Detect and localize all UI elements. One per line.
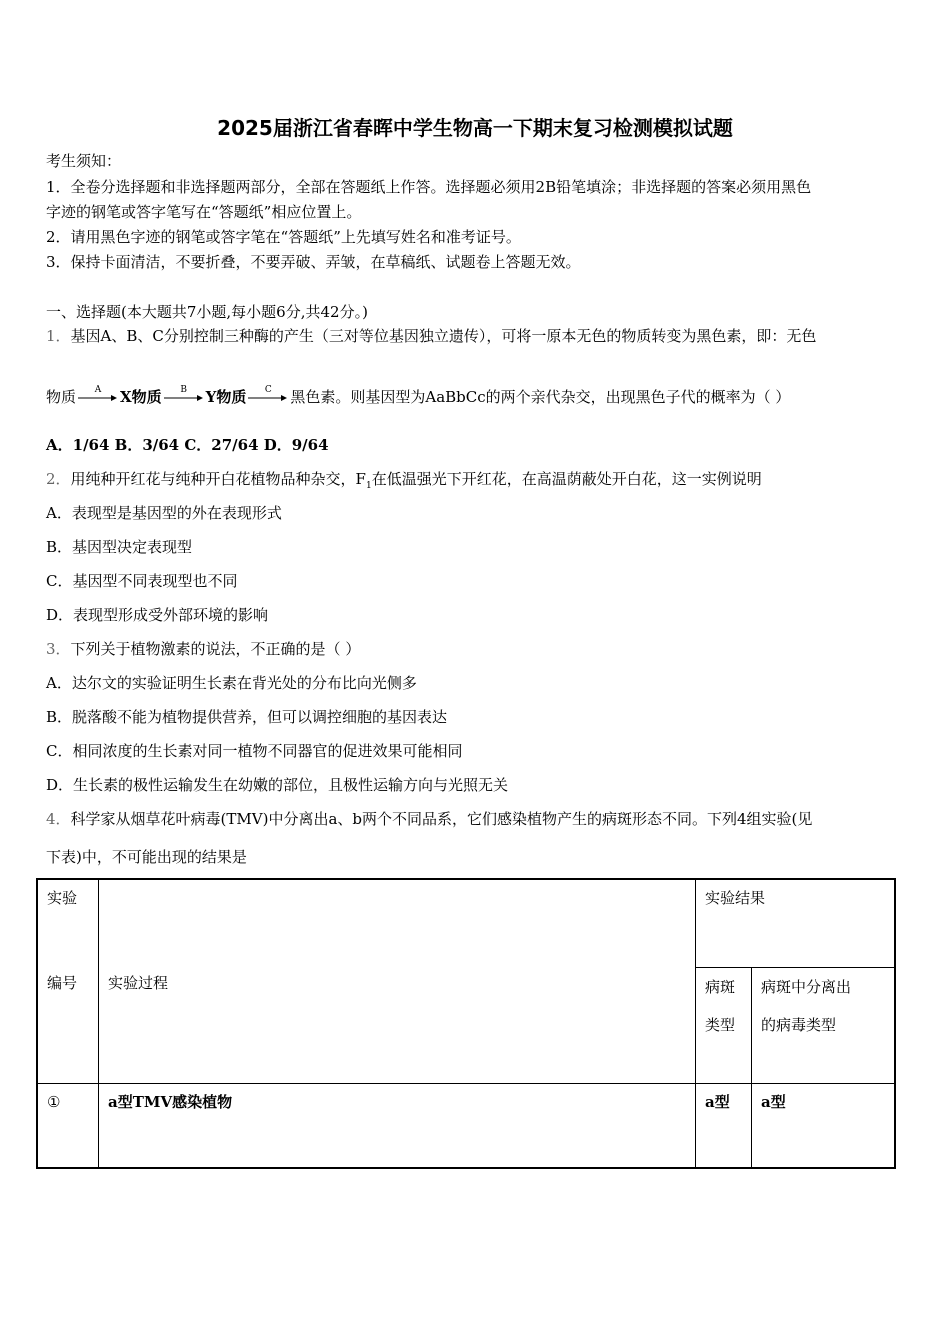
option-b: B．脱落酸不能为植物提供营养，但可以调控细胞的基因表达 bbox=[46, 708, 448, 726]
question-text: 在低温强光下开红花，在高温荫蔽处开白花，这一实例说明 bbox=[371, 470, 762, 488]
header-cell-process bbox=[99, 879, 696, 1084]
question-number: 2． bbox=[46, 470, 71, 488]
arrow-icon bbox=[248, 385, 288, 408]
option-b: B．基因型决定表现型 bbox=[46, 538, 193, 556]
question-number: 4． bbox=[46, 810, 71, 828]
notice-item: 3．保持卡面清洁，不要折叠，不要弄破、弄皱，在草稿纸、试题卷上答题无效。 bbox=[46, 253, 581, 271]
question-4-stem bbox=[46, 809, 812, 829]
experiment-table bbox=[36, 878, 896, 1169]
option-d: D．表现型形成受外部环境的影响 bbox=[46, 606, 269, 624]
table-cell: ① bbox=[37, 1084, 99, 1169]
header-text: 的病毒类型 bbox=[761, 1016, 837, 1035]
header-text: 实验过程 bbox=[108, 974, 169, 992]
table-cell: a型 bbox=[696, 1084, 752, 1169]
arrow-icon bbox=[78, 385, 118, 408]
header-text: 病斑 bbox=[705, 978, 736, 997]
header-cell-virus-type bbox=[752, 968, 896, 1084]
arrow-label: B bbox=[180, 385, 187, 395]
table-row bbox=[37, 1084, 895, 1169]
option-c: C．相同浓度的生长素对同一植物不同器官的促进效果可能相同 bbox=[46, 742, 463, 760]
question-text: 科学家从烟草花叶病毒(TMV)中分离出a、b两个不同品系，它们感染植物产生的病斑形态不同。下列4组实验(见 bbox=[70, 810, 813, 828]
question-1-stem bbox=[46, 326, 816, 346]
subscript: 1 bbox=[365, 481, 372, 491]
question-text: 下列关于植物激素的说法，不正确的是（ ） bbox=[70, 640, 361, 658]
header-cell-lesion-type bbox=[696, 968, 752, 1084]
question-1-options: A．1/64 B．3/64 C．27/64 D．9/64 bbox=[46, 436, 329, 454]
header-text: 编号 bbox=[47, 974, 78, 992]
option-d: D．生长素的极性运输发生在幼嫩的部位，且极性运输方向与光照无关 bbox=[46, 776, 509, 794]
arrow-label: A bbox=[94, 385, 102, 395]
header-text: 病斑中分离出 bbox=[761, 978, 852, 997]
question-2-stem bbox=[46, 469, 762, 496]
arrow-label: C bbox=[264, 385, 272, 395]
header-cell-result: 实验结果 bbox=[696, 879, 896, 968]
option-a: A．表现型是基因型的外在表现形式 bbox=[46, 504, 282, 522]
question-number: 1． bbox=[46, 327, 71, 345]
notice-item: 1．全卷分选择题和非选择题两部分，全部在答题纸上作答。选择题必须用2B铅笔填涂；非选择题的答案必须用黑色 bbox=[46, 178, 812, 196]
question-text: 用纯种开红花与纯种开白花植物品种杂交，F bbox=[70, 470, 366, 488]
table-cell: a型 bbox=[752, 1084, 896, 1169]
pathway-text: Y物质 bbox=[205, 388, 247, 406]
option-c: C．基因型不同表现型也不同 bbox=[46, 572, 238, 590]
pathway-text: X物质 bbox=[120, 388, 162, 406]
question-4-stem-cont: 下表)中，不可能出现的结果是 bbox=[46, 848, 247, 866]
page-title: 2025届浙江省春晖中学生物高一下期末复习检测模拟试题 bbox=[217, 116, 733, 140]
header-cell-number bbox=[37, 879, 99, 1084]
pathway-text: 黑色素。则基因型为AaBbCc的两个亲代杂交，出现黑色子代的概率为（ ） bbox=[290, 388, 791, 406]
section-heading: 一、选择题(本大题共7小题,每小题6分,共42分。) bbox=[46, 303, 368, 321]
pathway-text: 物质 bbox=[46, 388, 77, 406]
header-text: 实验 bbox=[47, 889, 78, 907]
question-text: 基因A、B、C分别控制三种酶的产生（三对等位基因独立遗传），可将一原本无色的物质转变为黑色素，即：无色 bbox=[70, 327, 817, 345]
header-text: 类型 bbox=[705, 1016, 736, 1035]
notice-heading: 考生须知： bbox=[46, 152, 122, 170]
arrow-icon bbox=[164, 385, 204, 408]
table-cell: a型TMV感染植物 bbox=[99, 1084, 696, 1169]
question-number: 3． bbox=[46, 640, 71, 658]
notice-item: 2．请用黑色字迹的钢笔或答字笔在“答题纸”上先填写姓名和准考证号。 bbox=[46, 228, 521, 246]
question-3-stem bbox=[46, 639, 360, 659]
option-a: A．达尔文的实验证明生长素在背光处的分布比向光侧多 bbox=[46, 674, 417, 692]
question-1-pathway bbox=[46, 387, 790, 408]
notice-item: 字迹的钢笔或答字笔写在“答题纸”相应位置上。 bbox=[46, 203, 362, 221]
